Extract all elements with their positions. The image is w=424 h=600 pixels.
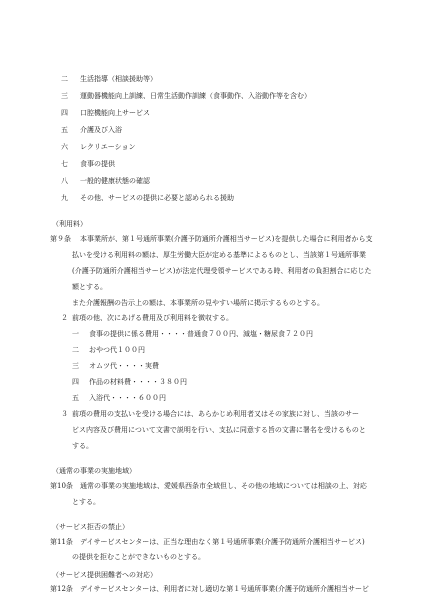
item-number: ２ xyxy=(61,314,68,322)
paragraph-line: (介護予防通所介護相当サービス)が法定代理受領サービスである時、利用者の負担割合に応じた xyxy=(72,267,372,275)
paragraph-line: 前項の他、次にあげる費用及び利用料を徴収する。 xyxy=(72,314,233,322)
paragraph-line: 通常の事業の実施地域は、愛媛県西条市全域但し、その他の地域については相談の上、対応 xyxy=(80,482,367,490)
list-item-number: 四 xyxy=(61,109,68,117)
paragraph-line: とする。 xyxy=(72,498,100,506)
article-label: 第10条 xyxy=(50,482,73,490)
sub-item-number: 三 xyxy=(72,362,79,370)
list-item-number: 七 xyxy=(61,160,68,168)
section-heading: （利用料） xyxy=(52,220,87,228)
sub-item: オムツ代・・・・実費 xyxy=(89,362,159,370)
paragraph-line: 払いを受ける利用料の額は、厚生労働大臣が定める基準によるものとし、当該第１号通所事業 xyxy=(72,251,366,259)
item-number: ３ xyxy=(61,410,68,418)
list-item: 介護及び入浴 xyxy=(80,126,122,134)
list-item-number: 五 xyxy=(61,126,68,134)
list-item-number: 二 xyxy=(61,75,68,83)
list-item: 運動器機能向上訓練、日常生活動作訓練（食事動作、入浴動作等を含む） xyxy=(80,92,311,100)
sub-item-number: 五 xyxy=(72,394,79,402)
paragraph-line: ビス内容及び費用について文書で説明を行い、支払に同意する旨の文書に署名を受けるものと xyxy=(72,426,366,434)
section-heading: （サービス拒否の禁止） xyxy=(52,523,129,531)
list-item-number: 八 xyxy=(61,177,68,185)
list-item-number: 九 xyxy=(61,194,68,202)
paragraph-line: 前項の費用の支払いを受ける場合には、あらかじめ利用者又はその家族に対し、当該のサー xyxy=(72,410,359,418)
sub-item-number: 四 xyxy=(72,378,79,386)
list-item: レクリエーション xyxy=(80,143,136,151)
paragraph-line: する。 xyxy=(72,442,93,450)
article-label: 第11条 xyxy=(50,538,73,546)
sub-item: 入浴代・・・・６００円 xyxy=(89,394,166,402)
sub-item-number: 二 xyxy=(72,346,79,354)
paragraph-line: また介護報酬の告示上の額は、本事業所の見やすい場所に掲示するものとする。 xyxy=(72,299,324,307)
paragraph-line: 本事業所が、第１号通所事業(介護予防通所介護相当サービス)を提供した場合に利用者から支 xyxy=(80,235,373,243)
paragraph-line: デイサービスセンターは、利用者に対し適切な第１号通所事業(介護予防通所介護相当サービ xyxy=(80,585,369,593)
article-label: 第12条 xyxy=(50,585,73,593)
list-item: 口腔機能向上サービス xyxy=(80,109,150,117)
list-item: その他、サービスの提供に必要と認められる援助 xyxy=(80,194,234,202)
list-item-number: 六 xyxy=(61,143,68,151)
sub-item: 作品の材料費・・・・３８０円 xyxy=(89,378,187,386)
paragraph-line: デイサービスセンターは、正当な理由なく第１号通所事業(介護予防通所介護相当サービス) xyxy=(80,538,365,546)
paragraph-line: の提供を拒むことができないものとする。 xyxy=(72,553,205,561)
sub-item-number: 一 xyxy=(72,330,79,338)
section-heading: （通常の事業の実施地域） xyxy=(52,467,136,475)
list-item: 生活指導（相談援助等） xyxy=(80,75,157,83)
paragraph-line: 額とする。 xyxy=(72,283,107,291)
article-label: 第９条 xyxy=(50,235,71,243)
list-item: 食事の提供 xyxy=(80,160,115,168)
section-heading: （サービス提供困難者への対応） xyxy=(52,571,157,579)
list-item: 一般的健康状態の確認 xyxy=(80,177,150,185)
sub-item: おやつ代１００円 xyxy=(89,346,145,354)
sub-item: 食事の提供に係る費用・・・・普通食７００円、減塩・糖尿食７２０円 xyxy=(89,330,313,338)
list-item-number: 三 xyxy=(61,92,68,100)
